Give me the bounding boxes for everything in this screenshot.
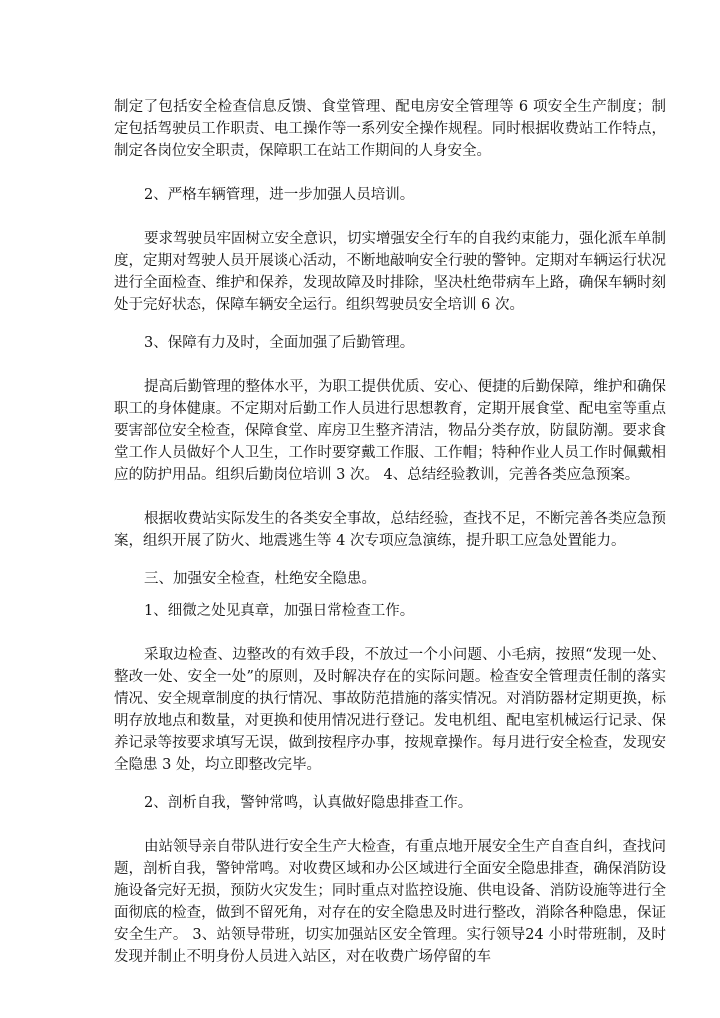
spacer bbox=[114, 590, 666, 600]
paragraph-hazard-details: 由站领导亲自带队进行安全生产大检查，有重点地开展安全生产自查自纠，查找问题，剖析自我，警钟常鸣。对收费区域和办公区域进行全面安全隐患排查，确保消防设施设备完好无损，预防火灾发生；同时重点对监控设施、供电设备、消防设施等进行全面彻底的检查，做到不留死角，对存在的安全隐患及时进行整改，消除各种隐患，保证安全生产。 3、站领导带班，切实加强站区安全管理。实行领导24 小时带班制，及时发现并制止不明身份人员进入站区，对在收费广场停留的车 bbox=[114, 839, 666, 965]
spacer bbox=[114, 316, 666, 332]
paragraph-logistics-details: 提高后勤管理的整体水平，为职工提供优质、安心、便捷的后勤保障，维护和确保职工的身体健康。不定期对后勤工作人员进行思想教育，定期开展食堂、配电室等重点要害部位安全检查，保障食堂、库房卫生整齐清洁，物品分类存放，防鼠防潮。要求食堂工作人员做好个人卫生，工作时要穿戴工作服、工作帽；特种作业人员工作时佩戴相应的防护用品。组织后勤岗位培训 3 次。 4、总结经验教训，完善各类应急预案。 bbox=[114, 379, 666, 483]
paragraph-inspection-details: 采取边检查、边整改的有效手段，不放过一个小问题、小毛病，按照“发现一处、整改一处、安全一处”的原则，及时解决存在的实际问题。检查安全管理责任制的落实情况、安全规章制度的执行情况、事故防范措施的落实情况。对消防器材定期更换，标明存放地点和数量，对更换和使用情况进行登记。发电机组、配电室机械运行记录、保养记录等按要求填写无误，做到按程序办事，按规章操作。每月进行安全检查，发现安全隐患 3 处，均立即整改完毕。 bbox=[114, 647, 666, 773]
paragraph-driver-requirements: 要求驾驶员牢固树立安全意识，切实增强安全行车的自我约束能力，强化派车单制度，定期对驾驶人员开展谈心活动，不断地敲响安全行驶的警钟。定期对车辆运行状况进行全面检查、维护和保养，发现故障及时排除，坚决杜绝带病车上路，确保车辆时刻处于完好状态，保障车辆安全运行。组织驾驶员安全培训 6 次。 bbox=[114, 231, 666, 313]
spacer bbox=[114, 814, 666, 836]
spacer bbox=[114, 622, 666, 644]
heading-logistics-management: 3、保障有力及时，全面加强了后勤管理。 bbox=[144, 335, 415, 351]
spacer bbox=[114, 776, 666, 792]
heading-vehicle-management: 2、严格车辆管理，进一步加强人员培训。 bbox=[144, 187, 415, 203]
spacer bbox=[114, 486, 666, 508]
spacer bbox=[114, 552, 666, 568]
paragraph-emergency-plans: 根据收费站实际发生的各类安全事故，总结经验，查找不足，不断完善各类应急预案，组织开展了防火、地震逃生等 4 次专项应急演练，提升职工应急处置能力。 bbox=[114, 511, 666, 549]
heading-daily-inspection: 1、细微之处见真章，加强日常检查工作。 bbox=[144, 603, 415, 619]
paragraph-regulations: 制定了包括安全检查信息反馈、食堂管理、配电房安全管理等 6 项安全生产制度；制定包括驾驶员工作职责、电工操作等一系列安全操作规程。同时根据收费站工作特点，制定各岗位安全职责，保障职工在站工作期间的人身安全。 bbox=[114, 99, 666, 159]
spacer bbox=[114, 162, 666, 184]
spacer bbox=[114, 206, 666, 228]
spacer bbox=[114, 354, 666, 376]
heading-safety-inspection: 三、加强安全检查，杜绝安全隐患。 bbox=[144, 571, 376, 587]
document-body bbox=[114, 96, 666, 968]
heading-hazard-investigation: 2、剖析自我，警钟常鸣，认真做好隐患排查工作。 bbox=[144, 795, 473, 811]
